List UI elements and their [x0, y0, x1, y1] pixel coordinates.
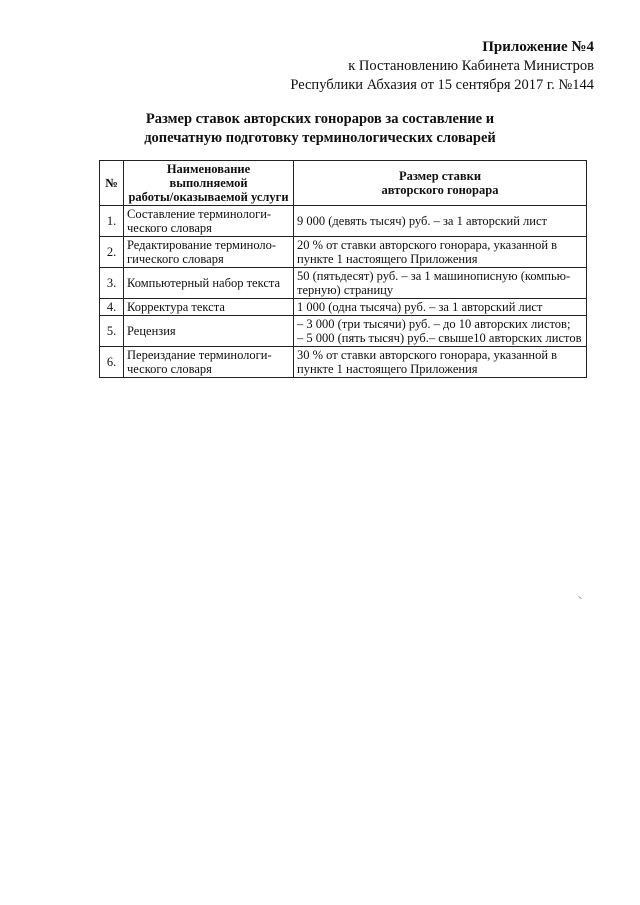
table-row	[100, 268, 587, 299]
service-name-line1: Рецензия	[127, 324, 176, 338]
title-line1: Размер ставок авторских гонораров за составление и	[145, 111, 495, 127]
service-name-cell	[124, 299, 294, 316]
column-header-rate	[294, 161, 587, 206]
appendix-reference-line1: к Постановлению Кабинета Министров	[348, 58, 594, 74]
service-name-cell	[124, 237, 294, 268]
table-row	[100, 299, 587, 316]
row-number: 3.	[106, 276, 117, 290]
fee-rate-cell	[294, 299, 587, 316]
scan-speck	[578, 596, 582, 599]
row-number-cell	[100, 206, 124, 237]
service-name-line2: ческого словаря	[127, 221, 212, 235]
row-number: 1.	[106, 214, 117, 228]
fee-rates-table	[99, 160, 587, 378]
table-row	[100, 237, 587, 268]
table-header-row	[100, 161, 587, 206]
column-header-name-line1: Наименование выполняемой	[166, 162, 251, 190]
service-name-cell	[124, 347, 294, 378]
document-title	[0, 110, 640, 148]
column-header-name-line2: работы/оказываемой услуги	[128, 190, 289, 204]
service-name-line1: Компьютерный набор текста	[127, 276, 281, 290]
fee-rate-line1: 30 % от ставки авторского гонорара, указанной в	[297, 348, 558, 362]
fee-rate-line2: – 5 000 (пять тысяч) руб.– свыше10 авторских листов	[297, 331, 582, 345]
fee-rate-cell	[294, 316, 587, 347]
row-number: 2.	[106, 245, 117, 259]
column-header-rate-line1: Размер ставки	[398, 169, 482, 183]
table-row	[100, 206, 587, 237]
table-row	[100, 347, 587, 378]
row-number: 6.	[106, 355, 117, 369]
fee-rate-line2: терную) страницу	[297, 283, 394, 297]
fee-rate-line2: пункте 1 настоящего Приложения	[297, 362, 478, 376]
fee-rate-line2: пункте 1 настоящего Приложения	[297, 252, 478, 266]
service-name-cell	[124, 316, 294, 347]
service-name-line2: гического словаря	[127, 252, 224, 266]
service-name-line2: ческого словаря	[127, 362, 212, 376]
row-number: 4.	[106, 300, 117, 314]
row-number-cell	[100, 299, 124, 316]
column-header-rate-line2: авторского гонорара	[381, 183, 499, 197]
row-number-cell	[100, 268, 124, 299]
row-number-cell	[100, 316, 124, 347]
fee-rate-line1: 20 % от ставки авторского гонорара, указанной в	[297, 238, 558, 252]
fee-rate-line1: – 3 000 (три тысячи) руб. – до 10 авторских листов;	[297, 317, 571, 331]
appendix-number: Приложение №4	[482, 39, 594, 55]
service-name-line1: Корректура текста	[127, 300, 225, 314]
fee-rate-cell	[294, 347, 587, 378]
service-name-line1: Составление терминологи-	[127, 207, 272, 221]
fee-rate-line1: 9 000 (девять тысяч) руб. – за 1 авторский лист	[297, 214, 547, 228]
row-number: 5.	[106, 324, 117, 338]
title-line2: допечатную подготовку терминологических словарей	[144, 130, 496, 146]
service-name-cell	[124, 268, 294, 299]
fee-rate-line1: 50 (пятьдесят) руб. – за 1 машинописную (компью-	[297, 269, 571, 283]
column-header-name	[124, 161, 294, 206]
table-row	[100, 316, 587, 347]
appendix-reference-line2: Республики Абхазия от 15 сентября 2017 г. №144	[290, 77, 594, 93]
fee-rate-cell	[294, 237, 587, 268]
row-number-cell	[100, 347, 124, 378]
service-name-cell	[124, 206, 294, 237]
column-header-num: №	[100, 161, 124, 206]
service-name-line1: Переиздание терминологи-	[127, 348, 272, 362]
fee-rate-cell	[294, 268, 587, 299]
service-name-line1: Редактирование терминоло-	[127, 238, 277, 252]
appendix-header	[290, 38, 594, 95]
fee-rate-line1: 1 000 (одна тысяча) руб. – за 1 авторский лист	[297, 300, 543, 314]
row-number-cell	[100, 237, 124, 268]
fee-rate-cell	[294, 206, 587, 237]
